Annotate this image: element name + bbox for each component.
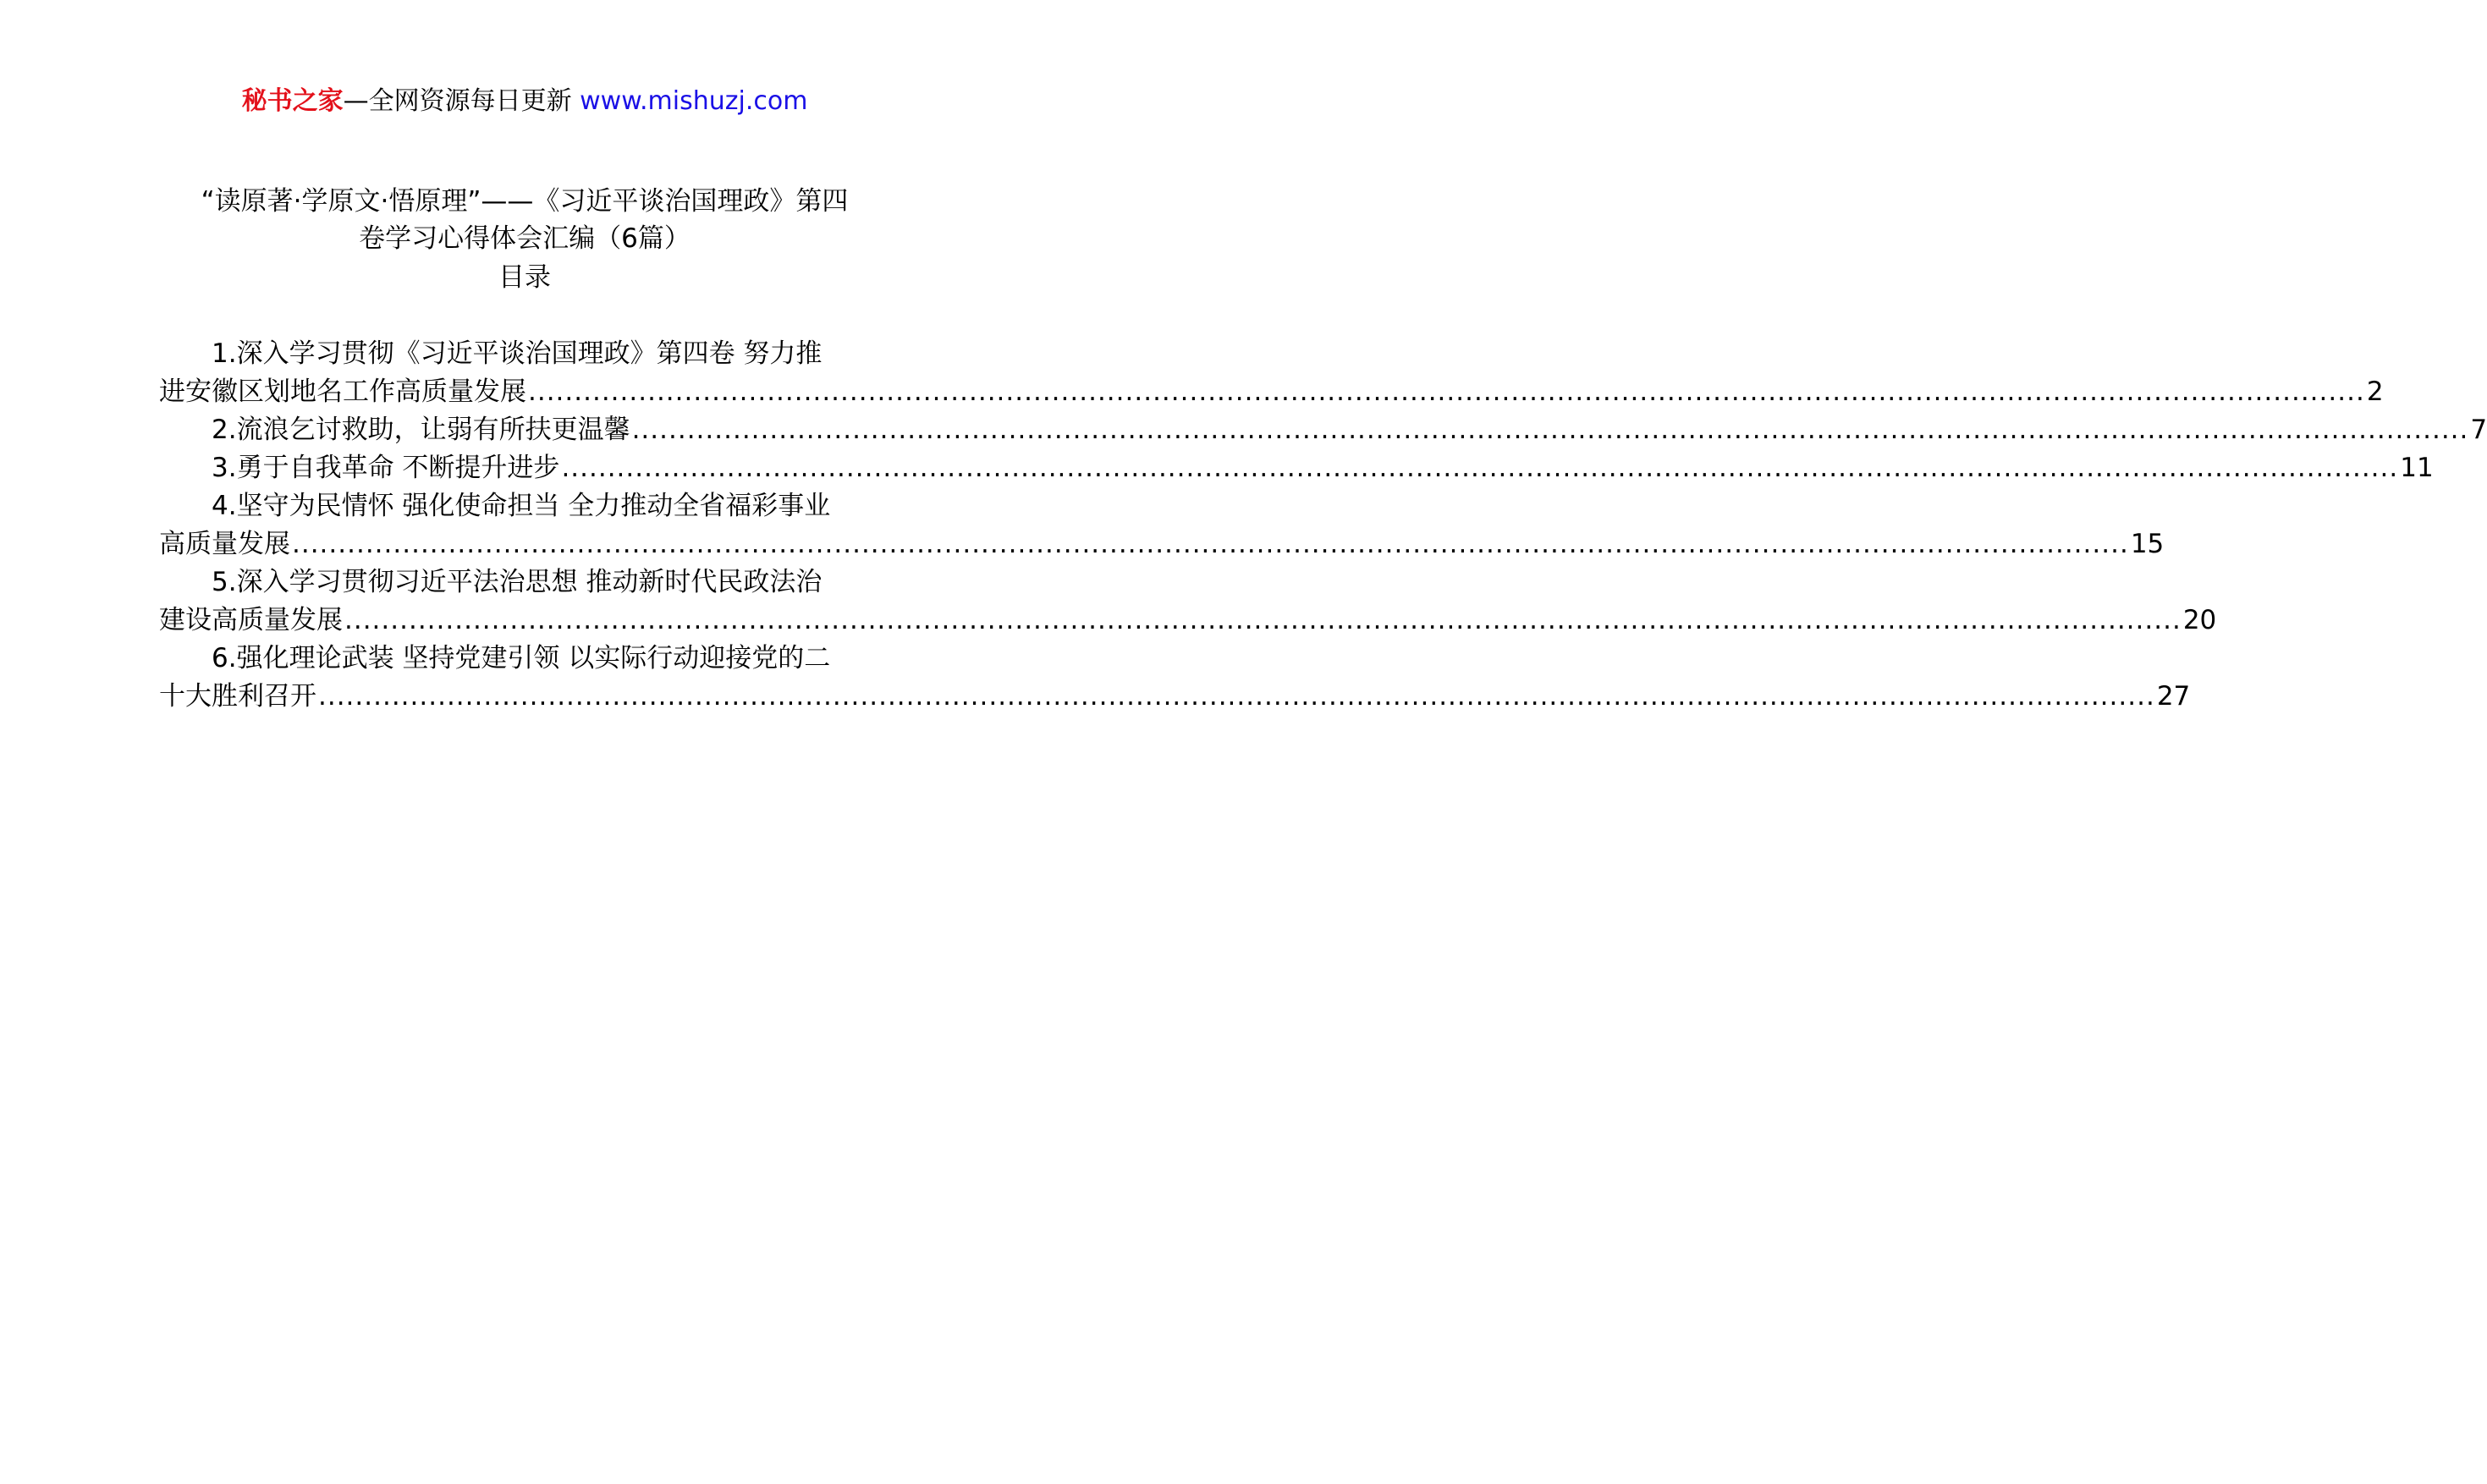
title-line-1: “读原著·学原文·悟原理”——《习近平谈治国理政》第四 xyxy=(201,186,849,217)
toc-entry-title: 2.流浪乞讨救助，让弱有所扶更温馨 xyxy=(212,415,630,445)
toc-page-number: 7 xyxy=(2470,415,2487,445)
toc-page-number: 15 xyxy=(2130,529,2165,559)
toc-entry-line xyxy=(159,563,894,602)
toc-page-number: 11 xyxy=(2400,453,2434,483)
table-of-contents xyxy=(159,335,2487,716)
toc-entry-line xyxy=(159,678,2191,716)
toc-entry-line xyxy=(159,449,2434,487)
toc-entry-title: 4.坚守为民情怀 强化使命担当 全力推动全省福彩事业 xyxy=(212,491,831,521)
toc-entry[interactable] xyxy=(159,487,2165,563)
toc-entry-line xyxy=(159,640,894,678)
toc-dot-leader: ........................................................................................................................................................................................................ xyxy=(561,453,2399,483)
header-tagline: —全网资源每日更新 xyxy=(343,86,580,116)
toc-entry-line xyxy=(159,373,2384,411)
toc-dot-leader: ........................................................................................................................................................................................................ xyxy=(528,376,2365,407)
toc-dot-leader: ........................................................................................................................................................................................................ xyxy=(344,605,2182,635)
site-url-link[interactable]: www.mishuzj.com xyxy=(580,86,808,116)
toc-entry-title-cont: 建设高质量发展 xyxy=(159,605,343,635)
toc-page-number: 27 xyxy=(2156,681,2191,712)
toc-entry-title: 6.强化理论武装 坚持党建引领 以实际行动迎接党的二 xyxy=(212,643,831,673)
toc-entry[interactable] xyxy=(159,411,2487,449)
toc-entry-title: 1.深入学习贯彻《习近平谈治国理政》第四卷 努力推 xyxy=(212,338,823,369)
title-line-2: 卷学习心得体会汇编（6篇） xyxy=(359,223,691,254)
toc-entry-line xyxy=(159,411,2487,449)
toc-dot-leader: ........................................................................................................................................................................................................ xyxy=(292,529,2129,559)
toc-entry-line xyxy=(159,335,894,373)
site-header xyxy=(0,85,1049,118)
toc-dot-leader: ........................................................................................................................................................................................................ xyxy=(318,681,2155,712)
toc-page-number: 20 xyxy=(2182,605,2217,635)
toc-entry-title: 3.勇于自我革命 不断提升进步 xyxy=(212,453,560,483)
toc-entry-title-cont: 十大胜利召开 xyxy=(159,681,316,712)
document-title xyxy=(166,183,883,257)
toc-entry-line xyxy=(159,525,2165,563)
toc-entry[interactable] xyxy=(159,640,2191,716)
toc-entry-line xyxy=(159,602,2217,640)
brand-name: 秘书之家 xyxy=(241,86,344,116)
toc-dot-leader: ........................................................................................................................................................................................................ xyxy=(631,415,2469,445)
toc-entry[interactable] xyxy=(159,449,2434,487)
toc-entry-title-cont: 高质量发展 xyxy=(159,529,290,559)
toc-entry-line xyxy=(159,487,894,525)
toc-entry[interactable] xyxy=(159,563,2217,640)
toc-entry-title: 5.深入学习贯彻习近平法治思想 推动新时代民政法治 xyxy=(212,567,823,597)
toc-page-number: 2 xyxy=(2366,376,2384,407)
toc-heading: 目录 xyxy=(498,262,551,293)
toc-entry[interactable] xyxy=(159,335,2384,411)
toc-entry-title-cont: 进安徽区划地名工作高质量发展 xyxy=(159,376,526,407)
